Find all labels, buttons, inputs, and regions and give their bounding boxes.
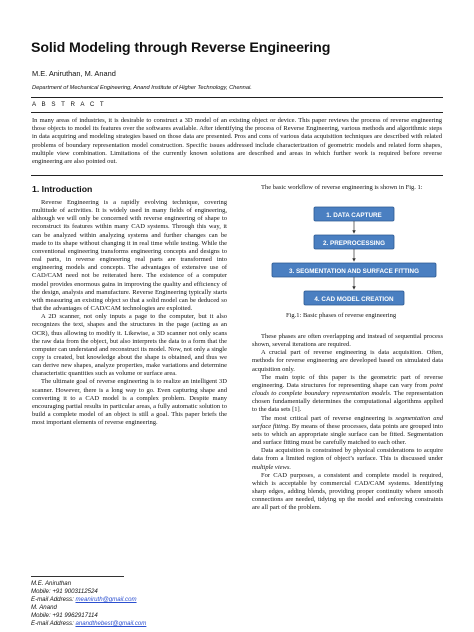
text-run: . By means of these processes, data points are grouped into sets to which an appropriate single surface can be fitted. Segmentation and surface fitting must be carefully matched to each other. <box>252 422 443 447</box>
author-2-name: M. Anand <box>31 604 57 612</box>
emphasis-text: multiple views. <box>252 463 291 471</box>
author-1-name: M.E. Aniruthan <box>31 580 72 587</box>
paper-title: Solid Modeling through Reverse Engineering <box>31 40 331 56</box>
right-column <box>252 333 443 512</box>
right-paragraph-1: These phases are often overlapping and instead of sequential process shown, several iterations are required. <box>252 333 443 349</box>
abstract-top-rule <box>31 112 443 113</box>
workflow-step-label: 2. PREPROCESSING <box>323 240 385 247</box>
author-2-email-link[interactable]: anandthebest@gmail.com <box>75 620 147 628</box>
workflow-step-box <box>314 235 394 249</box>
author-2-mobile: Mobile: +91 9962917114 <box>31 612 98 620</box>
author-1-email-link[interactable]: meaniruth@gmail.com <box>75 596 137 604</box>
section-heading-introduction: 1. Introduction <box>32 184 93 194</box>
emphasis-text: point clouds to complete boundary representation models <box>252 381 443 398</box>
paper-affiliation: Department of Mechanical Engineering, Anand Institute of Higher Technology, Chennai. <box>32 85 252 91</box>
text-run: Data acquisition is constrained by physical considerations to acquire data from a limited region of object’s surface. This is discussed under <box>252 447 443 463</box>
right-paragraph-4 <box>252 415 443 448</box>
workflow-figure <box>262 200 452 318</box>
author-1-email-line <box>31 596 146 604</box>
right-column-intro <box>252 184 443 192</box>
abstract-text: In many areas of industries, it is desirable to construct a 3D model of an existing object or device. This paper reviews the process of reverse engineering those objects to model its features over the softwares available. After identifying the process of Reverse Engineering, various methods and algorithmic steps in data acquiring and modeling strategies based on those data are presented. Pros and cons of various data acquisition techniques are described with related problems of boundary representation model construction. Specific issues addressed include characterization of geometric models and related form shapes, multiple view combination. Limitations of the currently known solutions are described and areas in which further work is required before reverse engineering are also pointed out. <box>32 117 442 166</box>
abstract-bottom-rule <box>31 175 443 176</box>
email-label: E-mail Address: <box>31 620 76 628</box>
workflow-step-box <box>314 207 394 221</box>
workflow-step-label: 4. CAD MODEL CREATION <box>314 296 394 303</box>
right-paragraph-2: A crucial part of reverse engineering is data acquisition. Often, methods for reverse engineering are developed based on simulated data acquisition only. <box>252 349 443 373</box>
author-2-email-line <box>31 620 146 628</box>
author-1-mobile: Mobile: +91 9003112524 <box>31 588 98 596</box>
intro-paragraph-1: Reverse Engineering is a rapidly evolving technique, covering multitude of activities. It is widely used in many fields of engineering, although we will only be concerned with reverse engineering of shape to reconstruct its features within many CAD systems. Through this way, it can be analyzed within analyzing systems and further changes can be made to its shape without changing it in real time while testing. While the conventional engineering transforms engineering concepts and designs to real parts, in reverse engineering real parts are transformed into engineering models and concepts. The advantages of extensive use of CAD/CAM need not be reiterated here. The existence of a computer model provides enormous gains in improving the quality and efficiency of the design, analysis and manufacture. Reverse Engineering typically starts with measuring an existing object so that a solid model can be deduced so that the advantages of CAD/CAM technologies are exploited. <box>32 199 227 313</box>
right-paragraph-6: For CAD purposes, a consistent and complete model is required, which is acceptable by commercial CAD/CAM systems. Identifying sharp edges, adding blends, providing proper continuity where smooth connections are needed, tidying up the model and enforcing constraints are all part of the problem. <box>252 471 443 512</box>
text-run: The most critical part of reverse engineering is <box>261 414 396 422</box>
header-rule <box>31 97 443 98</box>
workflow-step-box <box>304 291 404 305</box>
workflow-step-label: 3. SEGMENTATION AND SURFACE FITTING <box>288 268 420 275</box>
emphasis-text: segmentation and surface fitting <box>252 414 443 430</box>
right-paragraph-3 <box>252 374 443 415</box>
footnote <box>31 580 146 629</box>
left-column <box>32 199 227 427</box>
text-run: The main topic of this paper is the geometric part of reverse engineering. Data structures for representing shape can vary from <box>252 373 443 389</box>
email-label: E-mail Address: <box>31 596 76 604</box>
abstract-heading: A B S T R A C T <box>32 101 106 108</box>
intro-paragraph-2: A 2D scanner, not only inputs a page to the computer, but it also recognizes the text, shapes and the structures in the page (acting as an OCR), thus allowing to modify it. Likewise, a 3D scanner not only scans the raw data from the object, but also interprets the data to a form that the computer can understand and reconstruct its model. Now, not only a single copy is created, but knowledge about the shape is obtained, and thus we can derive new shapes, analyze properties, make variations and determine characteristic quantities such as volume or surface area. <box>32 313 227 378</box>
workflow-intro: The basic workflow of reverse engineering is shown in Fig. 1: <box>261 184 423 191</box>
figure-caption: Fig.1: Basic phases of reverse engineering <box>286 312 397 319</box>
paper-authors: M.E. Aniruthan, M. Anand <box>32 69 116 78</box>
workflow-step-box <box>272 263 436 277</box>
right-paragraph-5 <box>252 447 443 471</box>
text-run: . The representation chosen fundamentally determines the computational algorithms applied to the data sets [1]. <box>252 390 443 414</box>
workflow-step-label: 1. DATA CAPTURE <box>326 212 382 219</box>
intro-paragraph-3: The ultimate goal of reverse engineering is to realize an intelligent 3D scanner. However, there is a long way to go. Even capturing shape and converting it to a CAD model is a complex problem. Despite many encouraging partial results in particular areas, a fully automatic solution to build a complete model of an object is still a goal. This paper briefs the most important elements of reverse engineering. <box>32 378 227 427</box>
footnote-rule <box>31 576 124 577</box>
